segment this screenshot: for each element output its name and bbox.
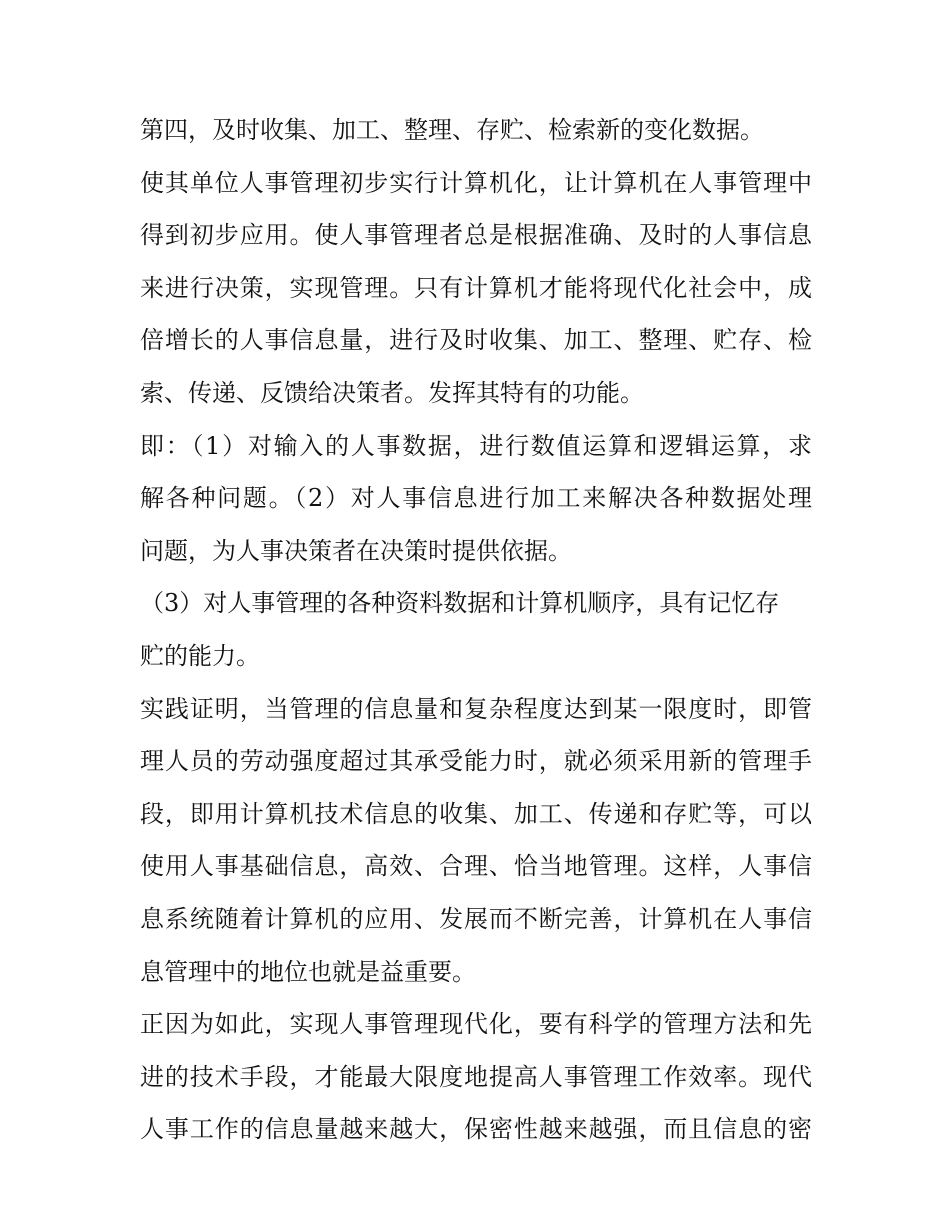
text-line: 理人员的劳动强度超过其承受能力时，就必须采用新的管理手	[140, 747, 812, 776]
text-line: 正因为如此，实现人事管理现代化，要有科学的管理方法和先	[140, 1010, 812, 1039]
text-line: 索、传递、反馈给决策者。发挥其特有的功能。	[140, 378, 644, 407]
text-line: 息系统随着计算机的应用、发展而不断完善，计算机在人事信	[140, 904, 812, 933]
text-line: 即：（1）对输入的人事数据，进行数值运算和逻辑运算，求	[140, 431, 812, 460]
text-line: 解各种问题。（2）对人事信息进行加工来解决各种数据处理	[140, 484, 812, 513]
text-line: 第四，及时收集、加工、整理、存贮、检索新的变化数据。	[140, 116, 764, 144]
text-line: 来进行决策，实现管理。只有计算机才能将现代化社会中，成	[140, 273, 812, 302]
text-line: 问题，为人事决策者在决策时提供依据。	[140, 536, 572, 565]
text-line: 段，即用计算机技术信息的收集、加工、传递和存贮等，可以	[140, 799, 812, 828]
text-line: 得到初步应用。使人事管理者总是根据准确、及时的人事信息	[140, 221, 812, 250]
text-line: 人事工作的信息量越来越大，保密性越来越强，而且信息的密	[140, 1115, 812, 1144]
text-line: 进的技术手段，才能最大限度地提高人事管理工作效率。现代	[140, 1062, 812, 1091]
document-page	[140, 110, 812, 1162]
text-line: 使其单位人事管理初步实行计算机化，让计算机在人事管理中	[140, 168, 812, 197]
text-line: 贮的能力。	[140, 641, 260, 670]
text-line: 息管理中的地位也就是益重要。	[140, 957, 476, 986]
text-line: 实践证明，当管理的信息量和复杂程度达到某一限度时，即管	[140, 694, 812, 723]
text-line: 使用人事基础信息，高效、合理、恰当地管理。这样，人事信	[140, 852, 812, 881]
text-line: （3）对人事管理的各种资料数据和计算机顺序，具有记忆存	[140, 589, 780, 618]
text-line: 倍增长的人事信息量，进行及时收集、加工、整理、贮存、检	[140, 326, 812, 355]
